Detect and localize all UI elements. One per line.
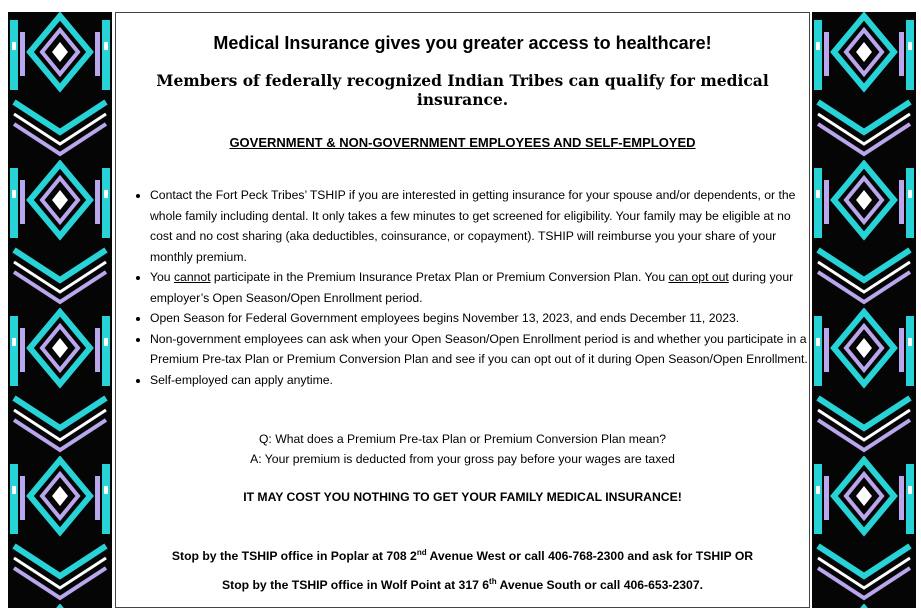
- bullet-open-season: • Open Season for Federal Government employees begins November 13, 2023, and ends December 11, 2023.: [150, 308, 816, 329]
- beadwork-pattern-right: [812, 12, 916, 608]
- flyer-subtitle: Members of federally recognized Indian Tribes can qualify for medical insurance.: [156, 71, 769, 109]
- qa-block: [116, 429, 809, 469]
- beadwork-pattern-left: [8, 12, 112, 608]
- flyer-title: Medical Insurance gives you greater access to healthcare!: [213, 33, 712, 53]
- qa-question: Q: What does a Premium Pre-tax Plan or Premium Conversion Plan mean?: [258, 432, 667, 446]
- section-heading: GOVERNMENT & NON-GOVERNMENT EMPLOYEES AND SELF-EMPLOYED: [229, 135, 696, 150]
- bullet-self-employed: • Self-employed can apply anytime.: [150, 370, 816, 391]
- cannot-emphasis: cannot: [173, 270, 211, 284]
- bullet-pretax-plan: • You cannot participate in the Premium Insurance Pretax Plan or Premium Conversion Plan. You can opt out during your employer’s Open Season/Open Enrollment period.: [150, 267, 816, 308]
- qa-answer: A: Your premium is deducted from your gross pay before your wages are taxed: [250, 452, 675, 466]
- contact-poplar: Stop by the TSHIP office in Poplar at 708 2nd Avenue West or call 406-768-2300 and ask for TSHIP OR: [171, 548, 754, 564]
- flyer-content: [115, 12, 810, 608]
- beadwork-border-left: [8, 12, 112, 608]
- info-bullet-list: [130, 185, 816, 390]
- bullet-contact-tship: • Contact the Fort Peck Tribes’ TSHIP if you are interested in getting insurance for your spouse and/or dependents, or the whole family including dental. It only takes a few minutes to get screened for eligibility. Your family may be eligible at no cost and no cost sharing (aka deductibles, coinsurance, or copayment). TSHIP will reimburse you your share of your monthly premium.: [150, 185, 816, 267]
- cost-emphasis: IT MAY COST YOU NOTHING TO GET YOUR FAMILY MEDICAL INSURANCE!: [243, 490, 682, 504]
- contact-wolf-point: Stop by the TSHIP office in Wolf Point at 317 6th Avenue South or call 406-653-2307.: [222, 577, 703, 593]
- beadwork-border-right: [812, 12, 916, 608]
- opt-out-emphasis: can opt out: [668, 270, 729, 284]
- bullet-non-government: • Non-government employees can ask when your Open Season/Open Enrollment period is and whether you participate in a Premium Pre-tax Plan or Premium Conversion Plan and see if you can opt out of it during Open Season/Open Enrollment.: [150, 329, 816, 370]
